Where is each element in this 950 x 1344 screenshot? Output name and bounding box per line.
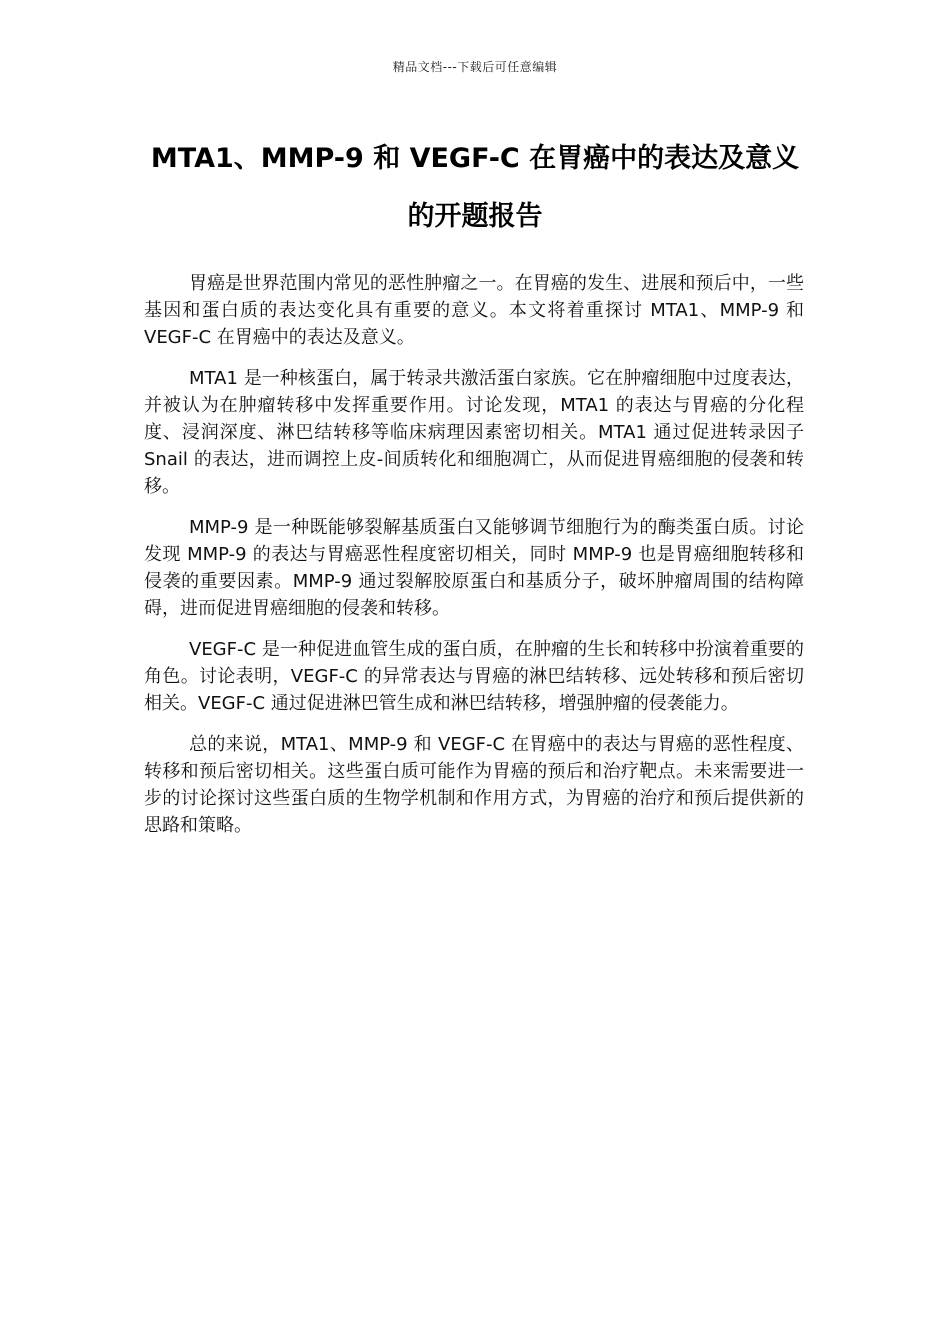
title-line-1: MTA1、MMP-9 和 VEGF-C 在胃癌中的表达及意义 [150,143,800,174]
page-header-note: 精品文档---下载后可任意编辑 [392,60,558,74]
paragraph-vegfc: VEGF-C 是一种促进血管生成的蛋白质，在肿瘤的生长和转移中扮演着重要的角色。讨论表明，VEGF-C 的异常表达与胃癌的淋巴结转移、远处转移和预后密切相关。VEGF-C 通过促进淋巴管生成和淋巴结转移，增强肿瘤的侵袭能力。 [144,639,804,714]
paragraph-conclusion: 总的来说，MTA1、MMP-9 和 VEGF-C 在胃癌中的表达与胃癌的恶性程度、转移和预后密切相关。这些蛋白质可能作为胃癌的预后和治疗靶点。未来需要进一步的讨论探讨这些蛋白质的生物学机制和作用方式，为胃癌的治疗和预后提供新的思路和策略。 [144,734,804,836]
paragraph-intro: 胃癌是世界范围内常见的恶性肿瘤之一。在胃癌的发生、进展和预后中，一些基因和蛋白质的表达变化具有重要的意义。本文将着重探讨 MTA1、MMP-9 和 VEGF-C 在胃癌中的表达及意义。 [144,273,804,348]
paragraph-mmp9: MMP-9 是一种既能够裂解基质蛋白又能够调节细胞行为的酶类蛋白质。讨论发现 MMP-9 的表达与胃癌恶性程度密切相关，同时 MMP-9 也是胃癌细胞转移和侵袭的重要因素。MMP-9 通过裂解胶原蛋白和基质分子，破坏肿瘤周围的结构障碍，进而促进胃癌细胞的侵袭和转移。 [144,517,804,619]
title-line-2: 的开题报告 [407,201,543,232]
document-title [130,130,820,246]
paragraph-mta1: MTA1 是一种核蛋白，属于转录共激活蛋白家族。它在肿瘤细胞中过度表达，并被认为在肿瘤转移中发挥重要作用。讨论发现，MTA1 的表达与胃癌的分化程度、浸润深度、淋巴结转移等临床病理因素密切相关。MTA1 通过促进转录因子 Snail 的表达，进而调控上皮-间质转化和细胞凋亡，从而促进胃癌细胞的侵袭和转移。 [144,368,804,497]
document-body [144,270,804,853]
